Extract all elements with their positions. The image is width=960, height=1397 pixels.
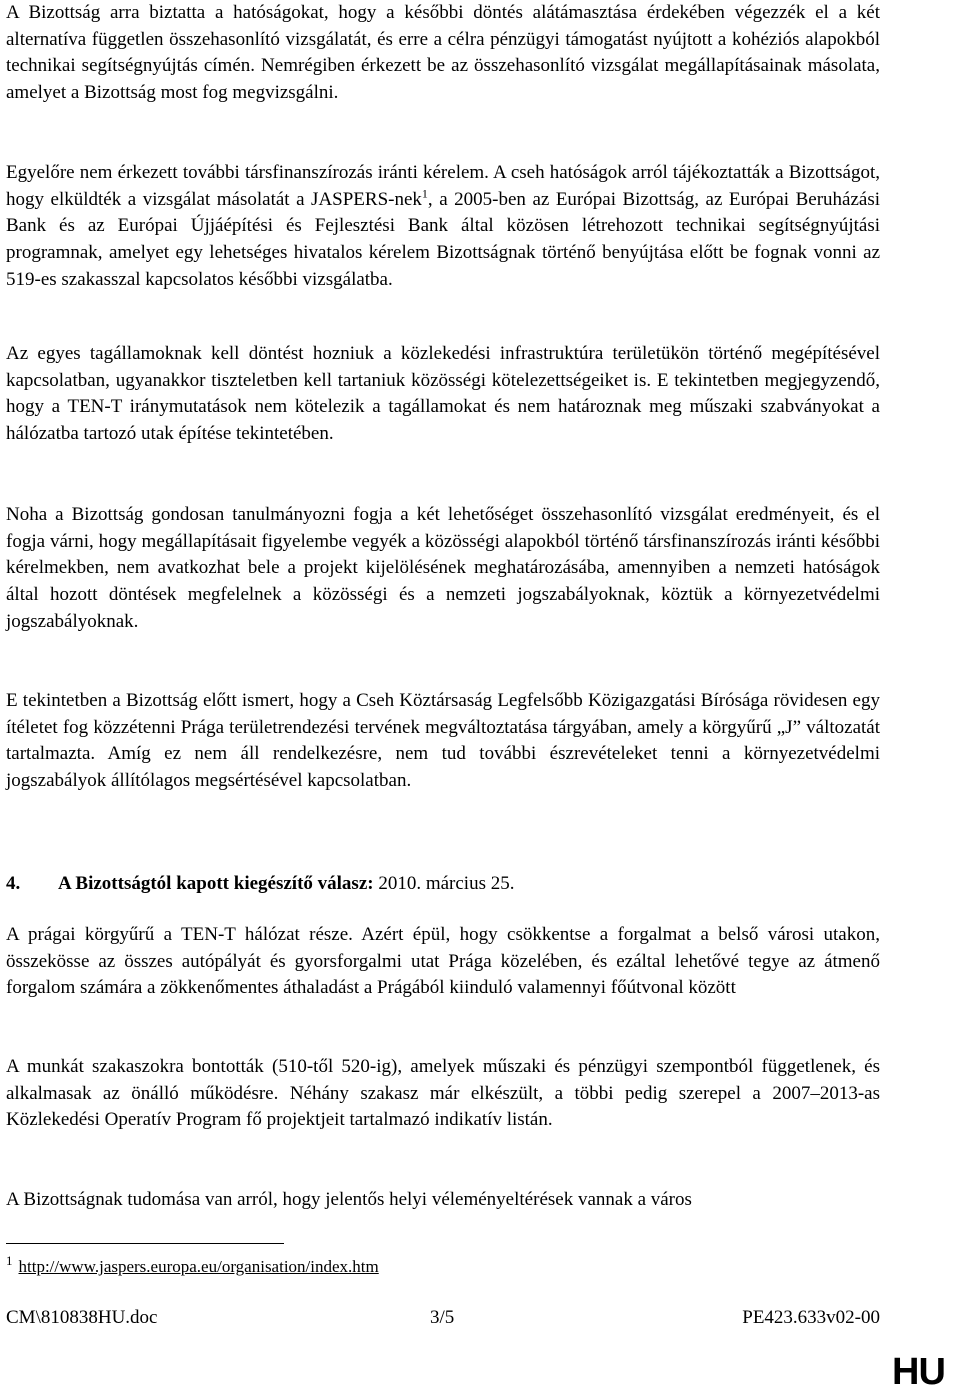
paragraph-comparative-study: A Bizottság arra biztatta a hatóságokat, hogy a későbbi döntés alátámasztása érdekében végezzék el a két alternatíva független összehasonlító vizsgálatát, és erre a célra pénzügyi támogatást nyújtott a kohéziós alapokból technikai segítségnyújtás címén. Nemrégiben érkezett be az összehasonlító vizsgálat megállapításainak másolata, amelyet a Bizottság most fog megvizsgálni. xyxy=(6,2,880,104)
footnote-link[interactable]: http://www.jaspers.europa.eu/organisation/index.htm xyxy=(18,1257,379,1276)
paragraph-sections: A munkát szakaszokra bontották (510-től 520-ig), amelyek műszaki és pénzügyi szempontból függetlenek, és alkalmasak az önálló működésre. Néhány szakasz már elkészült, a többi pedig szerepel a 2007–2013-as Közlekedési Operatív Program fő projektjeit tartalmazó indikatív listán. xyxy=(6,1056,880,1131)
language-mark: HU xyxy=(892,1351,945,1393)
footnote xyxy=(6,1253,379,1278)
paragraph-member-states: Az egyes tagállamoknak kell döntést hozniuk a közlekedési infrastruktúra területükön történő megépítésével kapcsolatban, ugyanakkor tiszteletben kell tartaniuk közösségi kötelezettségeiket is. E tekintetben megjegyzendő, hogy a TEN-T iránymutatások nem kötelezik a tagállamokat és nem határoznak meg műszaki szabványokat a hálózatba tartozó utak építése tekintetében. xyxy=(6,343,880,445)
footnote-reference: 1 xyxy=(421,186,428,201)
paragraph-jaspers xyxy=(6,160,880,294)
section-title: A Bizottságtól kapott kiegészítő válasz: xyxy=(58,873,374,894)
section-number: 4. xyxy=(6,873,21,894)
paragraph-local-opinions: A Bizottságnak tudomása van arról, hogy jelentős helyi véleményeltérések vannak a város xyxy=(6,1189,692,1210)
footer-doc-ref: CM\810838HU.doc xyxy=(6,1307,158,1328)
paragraph-jaspers-text-end: , a 2005-ben az Európai Bizottság, az Európai Beruházási Bank és az Európai Újjáépítési és Fejlesztési Bank által közösen létrehozott technikai segítségnyújtási programnak, amelyet egy lehetséges hivatalos kérelem Bizottságnak történő benyújtása előtt be fognak vonni az 519-es szakasszal kapcsolatos későbbi vizsgálatba. xyxy=(6,188,881,290)
paragraph-commission-study: Noha a Bizottság gondosan tanulmányozni fogja a két lehetőséget összehasonlító vizsgálat eredményeit, és el fogja várni, hogy megállapításait figyelembe vegyék a közösségi alapokból történő társfinanszírozás iránti későbbi kérelmekben, nem avatkozhat bele a projekt kijelölésének meghatározásába, amennyiben a nemzeti hatóságok által hozott döntések megfelelnek a közösségi és a nemzeti jogszabályoknak, köztük a környezetvédelmi jogszabályoknak. xyxy=(6,504,880,632)
footnote-separator xyxy=(6,1243,284,1244)
footnote-mark: 1 xyxy=(6,1253,13,1269)
section-date: 2010. március 25. xyxy=(373,873,515,894)
footer-page-number: 3/5 xyxy=(430,1307,455,1328)
section-heading xyxy=(6,871,514,898)
page-footer xyxy=(6,1306,880,1330)
paragraph-supreme-court: E tekintetben a Bizottság előtt ismert, hogy a Cseh Köztársaság Legfelsőbb Közigazgatási Bírósága rövidesen egy ítéletet fog közzétenni Prága területrendezési tervének megváltoztatása tárgyában, amely a körgyűrű „J” változatát tartalmazta. Amíg ez nem áll rendelkezésre, nem tud további észrevételeket tenni a környezetvédelmi jogszabályok állítólagos megsértésével kapcsolatban. xyxy=(6,690,880,792)
paragraph-jaspers-text-start: Egyelőre nem érkezett további társfinanszírozás iránti kérelem. A cseh hatóságok arról tájékoztatták a Bizottságot, hogy elküldték a vizsgálat másolatát a JASPERS-nek xyxy=(6,162,880,210)
footer-pe-ref: PE423.633v02-00 xyxy=(742,1307,880,1328)
paragraph-ring-road: A prágai körgyűrű a TEN-T hálózat része. Azért épül, hogy csökkentse a forgalmat a belső városi utakon, összekösse az összes autópályát és gyorsforgalmi utat Prága közelében, és ezáltal lehetővé tegye az átmenő forgalom számára a zökkenőmentes áthaladást a Prágából kiinduló valamennyi főútvonal között xyxy=(6,924,880,999)
